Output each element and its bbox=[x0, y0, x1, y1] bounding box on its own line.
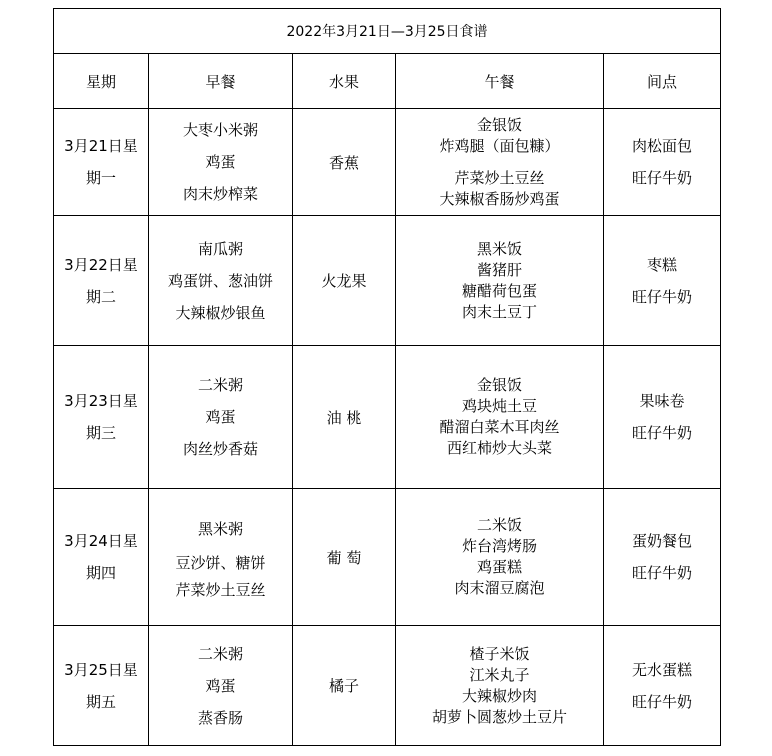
day-line: 期二 bbox=[85, 287, 116, 306]
day-line: 3月22日星 bbox=[64, 255, 138, 274]
menu-table bbox=[53, 8, 721, 746]
lunch-item: 楂子米饭 bbox=[469, 644, 530, 663]
day-cell bbox=[54, 489, 149, 626]
breakfast-item: 豆沙饼、糖饼 bbox=[175, 554, 266, 572]
lunch-item: 西红柿炒大头菜 bbox=[446, 439, 552, 457]
lunch-item: 江米丸子 bbox=[469, 665, 530, 684]
day-cell bbox=[54, 109, 149, 216]
lunch-cell bbox=[396, 489, 604, 626]
snack-item: 旺仔牛奶 bbox=[632, 424, 693, 442]
header-row bbox=[54, 54, 721, 109]
snack-item: 枣糕 bbox=[647, 255, 678, 274]
breakfast-item: 黑米粥 bbox=[197, 520, 243, 538]
lunch-item: 大辣椒炒肉 bbox=[461, 686, 537, 705]
day-line: 3月23日星 bbox=[64, 392, 138, 410]
snack-cell bbox=[604, 216, 721, 346]
breakfast-item: 鸡蛋 bbox=[205, 676, 236, 695]
breakfast-item: 南瓜粥 bbox=[197, 239, 243, 258]
breakfast-item: 二米粥 bbox=[197, 644, 243, 663]
lunch-cell bbox=[396, 109, 604, 216]
lunch-item: 肉末溜豆腐泡 bbox=[454, 579, 545, 597]
day-line: 期一 bbox=[85, 169, 116, 187]
breakfast-item: 大枣小米粥 bbox=[182, 121, 258, 139]
breakfast-item: 鸡蛋饼、葱油饼 bbox=[167, 271, 273, 290]
breakfast-cell bbox=[149, 489, 293, 626]
lunch-item: 金银饭 bbox=[476, 376, 522, 394]
lunch-item: 鸡块炖土豆 bbox=[461, 397, 537, 415]
breakfast-item: 鸡蛋 bbox=[205, 153, 236, 171]
breakfast-cell bbox=[149, 346, 293, 489]
breakfast-item: 芹菜炒土豆丝 bbox=[175, 581, 266, 599]
day-cell bbox=[54, 346, 149, 489]
lunch-item: 肉末土豆丁 bbox=[461, 302, 537, 321]
breakfast-cell bbox=[149, 216, 293, 346]
breakfast-item: 鸡蛋 bbox=[205, 408, 236, 426]
breakfast-item: 大辣椒炒银鱼 bbox=[175, 303, 266, 322]
snack-cell bbox=[604, 346, 721, 489]
snack-item: 旺仔牛奶 bbox=[632, 287, 693, 306]
menu-title: 2022年3月21日—3月25日食谱 bbox=[54, 9, 721, 54]
fruit-cell bbox=[293, 346, 396, 489]
snack-cell bbox=[604, 626, 721, 746]
fruit-item: 香蕉 bbox=[328, 153, 359, 172]
table-row bbox=[54, 626, 721, 746]
breakfast-item: 肉丝炒香菇 bbox=[182, 440, 258, 458]
breakfast-item: 二米粥 bbox=[197, 376, 243, 394]
snack-item: 蛋奶餐包 bbox=[632, 532, 693, 550]
breakfast-item: 蒸香肠 bbox=[197, 708, 243, 727]
fruit-item: 油 桃 bbox=[326, 408, 362, 427]
snack-item: 旺仔牛奶 bbox=[632, 169, 693, 187]
day-line: 3月25日星 bbox=[64, 660, 138, 679]
fruit-cell bbox=[293, 489, 396, 626]
lunch-item: 胡萝卜圆葱炒土豆片 bbox=[431, 707, 567, 726]
header-snack: 间点 bbox=[604, 54, 721, 109]
breakfast-cell bbox=[149, 626, 293, 746]
table-row bbox=[54, 489, 721, 626]
table-row bbox=[54, 346, 721, 489]
snack-item: 旺仔牛奶 bbox=[632, 692, 693, 711]
breakfast-cell bbox=[149, 109, 293, 216]
snack-item: 肉松面包 bbox=[632, 137, 693, 155]
breakfast-item: 肉末炒榨菜 bbox=[182, 185, 258, 203]
fruit-item: 橘子 bbox=[328, 677, 359, 695]
lunch-item: 大辣椒香肠炒鸡蛋 bbox=[439, 189, 560, 208]
lunch-cell bbox=[396, 626, 604, 746]
fruit-cell bbox=[293, 109, 396, 216]
snack-item: 无水蛋糕 bbox=[632, 660, 693, 679]
lunch-cell bbox=[396, 346, 604, 489]
lunch-item: 芹菜炒土豆丝 bbox=[454, 168, 545, 187]
lunch-item: 鸡蛋糕 bbox=[476, 558, 522, 576]
lunch-item: 黑米饭 bbox=[476, 239, 522, 258]
lunch-item: 醋溜白菜木耳肉丝 bbox=[439, 418, 560, 436]
lunch-item: 二米饭 bbox=[476, 516, 522, 534]
snack-cell bbox=[604, 489, 721, 626]
snack-cell bbox=[604, 109, 721, 216]
header-breakfast: 早餐 bbox=[149, 54, 293, 109]
snack-item: 旺仔牛奶 bbox=[632, 564, 693, 582]
fruit-item: 火龙果 bbox=[321, 272, 367, 290]
fruit-item: 葡 萄 bbox=[326, 548, 362, 567]
table-row bbox=[54, 109, 721, 216]
day-line: 3月21日星 bbox=[64, 137, 138, 155]
snack-item: 果味卷 bbox=[639, 392, 685, 410]
header-lunch: 午餐 bbox=[396, 54, 604, 109]
title-row bbox=[54, 9, 721, 54]
day-line: 期三 bbox=[85, 424, 116, 442]
lunch-item: 炸鸡腿（面包糠） bbox=[439, 136, 560, 155]
day-cell bbox=[54, 216, 149, 346]
day-line: 期五 bbox=[85, 692, 116, 711]
lunch-item: 糖醋荷包蛋 bbox=[461, 281, 537, 300]
fruit-cell bbox=[293, 216, 396, 346]
day-line: 期四 bbox=[85, 564, 116, 582]
table-row bbox=[54, 216, 721, 346]
lunch-item: 金银饭 bbox=[476, 115, 522, 134]
header-day: 星期 bbox=[54, 54, 149, 109]
lunch-item: 酱猪肝 bbox=[476, 260, 522, 279]
lunch-cell bbox=[396, 216, 604, 346]
header-fruit: 水果 bbox=[293, 54, 396, 109]
day-cell bbox=[54, 626, 149, 746]
day-line: 3月24日星 bbox=[64, 532, 138, 550]
fruit-cell bbox=[293, 626, 396, 746]
lunch-item: 炸台湾烤肠 bbox=[461, 537, 537, 555]
